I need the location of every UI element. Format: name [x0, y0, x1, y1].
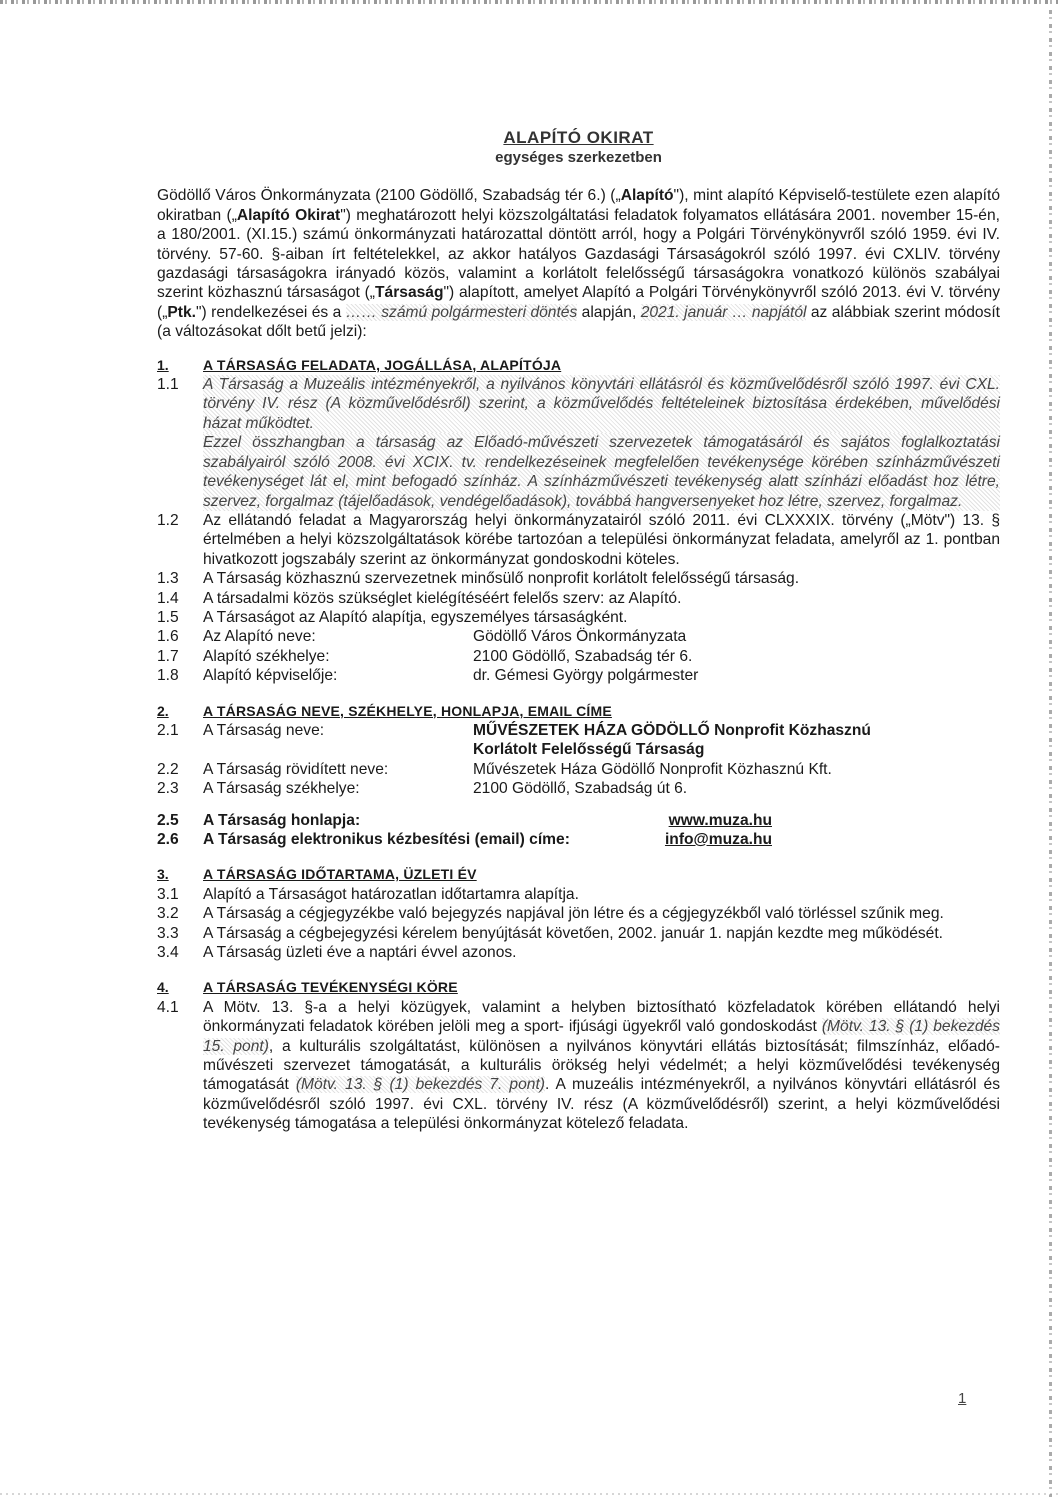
clause — [157, 904, 1000, 923]
section-number: 4. — [157, 979, 169, 996]
intro-defined-term: Alapító — [620, 187, 674, 205]
clause-key-value — [157, 830, 1000, 849]
section-heading — [157, 702, 1000, 721]
field-value: dr. Gémesi György polgármester — [473, 667, 699, 685]
clause-number: 3.2 — [157, 905, 179, 923]
clause-number: 2.3 — [157, 780, 179, 798]
clause-number: 1.6 — [157, 628, 179, 646]
intro-paragraph — [157, 186, 1000, 341]
intro-text: ") meghatározott helyi közszolgáltatási feladatok folyamatos ellátására 2001. november 15-én, a 180/2001. (XI.15.) számú önkormányzati határozattal döntött arról, hogy a Polgári Törvénykönyvről szóló 1959. évi IV. törvény. 57-60. §-aiban írt feltételekkel, az akkor hatályos Gazdasági Társaságokról szóló 1997. évi CXLIV. törvény gazdasági társaságokra irányadó közös, valamint a korlátolt felelősségű társaságokra vonatkozó különös szabályai szerint közhasznú társaságot („ — [157, 206, 1000, 302]
field-value: 2100 Gödöllő, Szabadság tér 6. — [473, 647, 693, 665]
clause-number: 1.3 — [157, 570, 179, 588]
field-value: Művészetek Háza Gödöllő Nonprofit Közhasznú Kft. — [473, 760, 832, 778]
clause-number: 1.8 — [157, 667, 179, 685]
clause-number: 1.1 — [157, 376, 179, 394]
clause-number: 1.2 — [157, 511, 179, 529]
clause-text: A társadalmi közös szükséglet kielégítéséért felelős szerv: az Alapító. — [203, 589, 682, 607]
clause-number: 2.6 — [157, 831, 179, 848]
highlighted-amendment: (Mötv. 13. § (1) bekezdés 15. pont) — [203, 1018, 1000, 1055]
clause-number: 1.5 — [157, 608, 179, 626]
page-number: 1 — [958, 1390, 967, 1407]
section-title: A TÁRSASÁG IDŐTARTAMA, ÜZLETI ÉV — [203, 866, 477, 883]
clause-number: 1.4 — [157, 589, 179, 607]
scan-edge-top — [0, 0, 1058, 4]
clause — [157, 943, 1000, 962]
highlighted-amendment: …… számú polgármesteri döntés — [345, 303, 578, 321]
clause-key-value — [157, 811, 1000, 830]
field-label: A Társaság elektronikus kézbesítési (email) címe: — [203, 831, 570, 848]
section-heading — [157, 356, 1000, 375]
clause-number: 3.4 — [157, 944, 179, 962]
field-label: A Társaság neve: — [203, 721, 325, 739]
field-label: A Társaság honlapja: — [203, 811, 361, 829]
clause — [157, 608, 1000, 627]
intro-text: "), mint alapító Képviselő-testülete ezen alapító okiratban („ — [157, 187, 1001, 224]
intro-text: alapján, — [577, 303, 641, 321]
clause-key-value — [157, 721, 1000, 760]
field-value: Gödöllő Város Önkormányzata — [473, 628, 687, 646]
clause-number: 4.1 — [157, 998, 179, 1016]
clause-text-part: . A muzeális intézményekről, a nyilvános könyvtári ellátásról és közművelődésről szóló 1997. évi CXL. törvény IV. rész (A közművelődésről) szerint, a helyi közművelődési tevékenység támogatása a települési önkormányzat kötelező feladata. — [203, 1076, 1000, 1133]
clause-key-value — [157, 627, 1000, 646]
section-heading — [157, 865, 1000, 884]
highlighted-amendment: 2021. január … napjától — [640, 303, 807, 321]
intro-text: ") alapított, amelyet Alapító a Polgári Törvénykönyvről szóló 2013. évi V. törvény („ — [157, 284, 1000, 321]
clause — [157, 998, 1000, 1134]
field-label: A Társaság rövidített neve: — [203, 760, 389, 778]
intro-text: ") rendelkezései és a — [196, 303, 346, 321]
clause — [157, 511, 1000, 569]
company-name: MŰVÉSZETEK HÁZA GÖDÖLLŐ Nonprofit Közhasznú Korlátolt Felelősségű Társaság — [473, 721, 871, 759]
section-heading — [157, 978, 1000, 997]
highlighted-amendment: (Mötv. 13. § (1) bekezdés 7. pont) — [295, 1076, 545, 1094]
field-label: Alapító székhelye: — [203, 647, 330, 665]
clause-key-value — [157, 760, 1000, 779]
clause-text-amended: A Társaság a Muzeális intézményekről, a nyilvános könyvtári ellátásról és közművelődésről szóló 1997. évi CXL. törvény IV. rész (A közművelődésről) szerint, a közművelődés feltételeinek biztosítása érdekében, művelődési házat működtet. — [203, 376, 1000, 432]
clause-number: 2.2 — [157, 760, 179, 778]
intro-defined-term: Ptk. — [167, 303, 196, 321]
intro-defined-term: Társaság — [375, 284, 444, 302]
clause — [157, 375, 1000, 511]
field-label: Alapító képviselője: — [203, 667, 338, 685]
field-value: 2100 Gödöllő, Szabadság út 6. — [473, 780, 688, 798]
intro-defined-term: Alapító Okirat — [236, 206, 341, 224]
clause-text — [203, 998, 1000, 1134]
section-number: 1. — [157, 356, 169, 373]
clause-number: 3.1 — [157, 885, 179, 903]
clause-key-value — [157, 779, 1000, 798]
field-label: Az Alapító neve: — [203, 628, 316, 646]
clause-text: A Társaság a cégbejegyzési kérelem benyújtását követően, 2002. január 1. napján kezdte meg működését. — [203, 924, 944, 942]
section-number: 2. — [157, 702, 169, 719]
clause-number: 3.3 — [157, 924, 179, 942]
clause-text: Alapító a Társaságot határozatlan időtartamra alapítja. — [203, 885, 579, 903]
clause-number: 2.5 — [157, 811, 179, 829]
clause — [157, 569, 1000, 588]
section-title: A TÁRSASÁG FELADATA, JOGÁLLÁSA, ALAPÍTÓJA — [203, 356, 562, 373]
clause-text-amended: Ezzel összhangban a társaság az Előadó-művészeti szervezetek támogatásáról és sajátos foglalkoztatási szabályairól szóló 2008. évi XCIX. tv. rendelkezéseinek megfelelően tevékenysége körében színházművészeti tevékenységet lát el, mint befogadó színház. A színházművészeti tevékenység alatt színházi előadást hoz létre, szervez, forgalmaz (tájelőadások, vendégelőadások), továbbá hangversenyeket hoz létre, szervez, forgalmaz. — [203, 434, 1000, 510]
clause-number: 1.7 — [157, 647, 179, 665]
section-title: A TÁRSASÁG TEVÉKENYSÉGI KÖRE — [203, 979, 458, 996]
section-title: A TÁRSASÁG NEVE, SZÉKHELYE, HONLAPJA, EMAIL CÍME — [203, 702, 612, 719]
clause-key-value — [157, 666, 1000, 685]
field-label: A Társaság székhelye: — [203, 780, 360, 798]
clause-text-part: , a kulturális szolgáltatást, különösen a nyilvános könyvtári ellátás biztosítását; filmszínház, előadó-művészeti szervezet támogatását, a kulturális örökség helyi védelmét; a helyi közművelődési tevékenység támogatását — [203, 1037, 1000, 1094]
scan-edge-bottom — [0, 1493, 1058, 1495]
intro-text: az alábbiak szerint módosít (a változásokat dőlt betű jelzi): — [157, 303, 1000, 341]
clause-text: Az ellátandó feladat a Magyarország helyi önkormányzatairól szóló 2011. évi CLXXXIX. törvény („Mötv") 13. § értelmében a helyi közszolgáltatások körébe tartozóan a települési önkormányzat feladata, amelyről az 1. pontban hivatkozott jogszabály szerint az önkormányzat gondoskodni köteles. — [203, 511, 1000, 568]
clause — [157, 924, 1000, 943]
clause-number: 2.1 — [157, 721, 179, 739]
clause-text: A Társaság közhasznú szervezetnek minősülő nonprofit korlátolt felelősségű társaság. — [203, 570, 800, 588]
website-link[interactable]: www.muza.hu — [668, 811, 772, 829]
clause — [157, 885, 1000, 904]
clause — [157, 589, 1000, 608]
document-page — [157, 128, 1000, 1134]
section-number: 3. — [157, 866, 169, 883]
clause-text: A Társaság a cégjegyzékbe való bejegyzés napjával jön létre és a cégjegyzékből való törléssel szűnik meg. — [203, 905, 944, 923]
email-link[interactable]: info@muza.hu — [664, 831, 772, 848]
clause-text: A Társaság üzleti éve a naptári évvel azonos. — [203, 944, 517, 962]
clause-key-value — [157, 647, 1000, 666]
document-subtitle: egységes szerkezetben — [495, 149, 662, 166]
document-title: ALAPÍTÓ OKIRAT — [503, 128, 654, 147]
clause-text-part: A Mötv. 13. §-a a helyi közügyek, valamint a helyben biztosítható közfeladatok körében ellátandó helyi önkormányzati feladatok körében jelöli meg a sport- ifjúsági ügyekről való gondoskodást — [203, 998, 1000, 1036]
clause-text: A Társaságot az Alapító alapítja, egyszemélyes társaságként. — [203, 608, 628, 626]
scan-edge-right — [1049, 10, 1052, 1497]
intro-text: Gödöllő Város Önkormányzata (2100 Gödöllő, Szabadság tér 6.) („ — [157, 187, 621, 205]
